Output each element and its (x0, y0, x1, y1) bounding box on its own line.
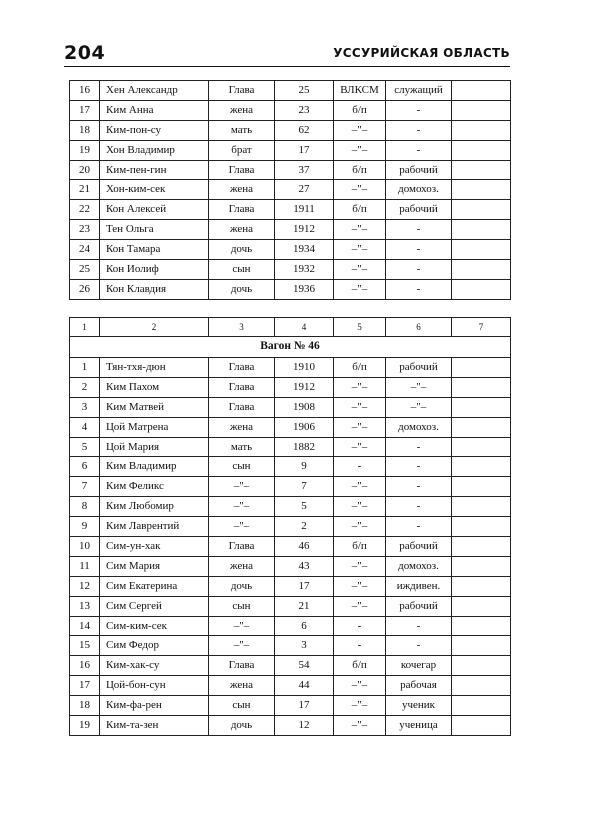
row-number-cell: 16 (70, 81, 100, 101)
occupation-cell: - (386, 260, 452, 280)
party-cell: –"– (334, 437, 386, 457)
row-number-cell: 1 (70, 358, 100, 378)
table-row (70, 636, 511, 656)
person-name-cell: Кон Алексей (100, 200, 209, 220)
relation-cell: Глава (209, 358, 275, 378)
row-number-cell: 7 (70, 477, 100, 497)
note-cell (452, 616, 511, 636)
occupation-cell: - (386, 140, 452, 160)
party-cell: б/п (334, 200, 386, 220)
column-number: 7 (452, 318, 511, 337)
table-row (70, 716, 511, 736)
birth-or-age-cell: 17 (275, 140, 334, 160)
table-row (70, 260, 511, 280)
table-row (70, 160, 511, 180)
table-row (70, 616, 511, 636)
row-number-cell: 2 (70, 377, 100, 397)
page-header (64, 42, 510, 67)
birth-or-age-cell: 17 (275, 576, 334, 596)
party-cell: –"– (334, 676, 386, 696)
occupation-cell: иждивен. (386, 576, 452, 596)
birth-or-age-cell: 1912 (275, 377, 334, 397)
birth-or-age-cell: 27 (275, 180, 334, 200)
row-number-cell: 17 (70, 100, 100, 120)
table-row (70, 220, 511, 240)
note-cell (452, 140, 511, 160)
relation-cell: дочь (209, 240, 275, 260)
party-cell: –"– (334, 260, 386, 280)
table-row (70, 180, 511, 200)
relation-cell: Глава (209, 377, 275, 397)
column-number: 3 (209, 318, 275, 337)
person-name-cell: Ким Анна (100, 100, 209, 120)
relation-cell: –"– (209, 636, 275, 656)
note-cell (452, 576, 511, 596)
table-row (70, 417, 511, 437)
row-number-cell: 19 (70, 716, 100, 736)
note-cell (452, 120, 511, 140)
birth-or-age-cell: 54 (275, 656, 334, 676)
note-cell (452, 279, 511, 299)
party-cell: б/п (334, 537, 386, 557)
table-row (70, 676, 511, 696)
family-table-top (69, 80, 511, 300)
occupation-cell: - (386, 616, 452, 636)
row-number-cell: 6 (70, 457, 100, 477)
relation-cell: Глава (209, 537, 275, 557)
person-name-cell: Сим-ким-сек (100, 616, 209, 636)
note-cell (452, 656, 511, 676)
table-row (70, 140, 511, 160)
party-cell: –"– (334, 517, 386, 537)
note-cell (452, 556, 511, 576)
party-cell: –"– (334, 497, 386, 517)
row-number-cell: 4 (70, 417, 100, 437)
birth-or-age-cell: 3 (275, 636, 334, 656)
note-cell (452, 517, 511, 537)
note-cell (452, 596, 511, 616)
birth-or-age-cell: 1936 (275, 279, 334, 299)
person-name-cell: Сим-ун-хак (100, 537, 209, 557)
row-number-cell: 10 (70, 537, 100, 557)
person-name-cell: Кон Иолиф (100, 260, 209, 280)
relation-cell: жена (209, 220, 275, 240)
occupation-cell: рабочий (386, 160, 452, 180)
note-cell (452, 537, 511, 557)
person-name-cell: Хон Владимир (100, 140, 209, 160)
relation-cell: Глава (209, 81, 275, 101)
row-number-cell: 24 (70, 240, 100, 260)
birth-or-age-cell: 9 (275, 457, 334, 477)
party-cell: –"– (334, 180, 386, 200)
person-name-cell: Кон Клавдия (100, 279, 209, 299)
column-number: 5 (334, 318, 386, 337)
occupation-cell: домохоз. (386, 417, 452, 437)
birth-or-age-cell: 1934 (275, 240, 334, 260)
row-number-cell: 25 (70, 260, 100, 280)
column-number-row (70, 318, 511, 337)
family-table-wagon-46 (69, 317, 511, 736)
note-cell (452, 636, 511, 656)
person-name-cell: Хен Александр (100, 81, 209, 101)
column-number: 1 (70, 318, 100, 337)
birth-or-age-cell: 37 (275, 160, 334, 180)
row-number-cell: 8 (70, 497, 100, 517)
column-number: 6 (386, 318, 452, 337)
relation-cell: –"– (209, 477, 275, 497)
birth-or-age-cell: 1932 (275, 260, 334, 280)
relation-cell: –"– (209, 616, 275, 636)
table-row (70, 696, 511, 716)
occupation-cell: рабочий (386, 200, 452, 220)
note-cell (452, 716, 511, 736)
party-cell: б/п (334, 358, 386, 378)
table-top-body (70, 81, 511, 300)
birth-or-age-cell: 44 (275, 676, 334, 696)
relation-cell: Глава (209, 200, 275, 220)
wagon-title: Вагон № 46 (70, 337, 511, 358)
occupation-cell: - (386, 240, 452, 260)
person-name-cell: Сим Екатерина (100, 576, 209, 596)
note-cell (452, 676, 511, 696)
birth-or-age-cell: 17 (275, 696, 334, 716)
occupation-cell: служащий (386, 81, 452, 101)
occupation-cell: домохоз. (386, 556, 452, 576)
party-cell: –"– (334, 220, 386, 240)
person-name-cell: Сим Сергей (100, 596, 209, 616)
page-number: 204 (64, 42, 106, 64)
occupation-cell: –"– (386, 377, 452, 397)
occupation-cell: ученик (386, 696, 452, 716)
occupation-cell: –"– (386, 397, 452, 417)
person-name-cell: Ким-фа-рен (100, 696, 209, 716)
birth-or-age-cell: 46 (275, 537, 334, 557)
person-name-cell: Цой Мария (100, 437, 209, 457)
occupation-cell: - (386, 517, 452, 537)
table-row (70, 279, 511, 299)
birth-or-age-cell: 6 (275, 616, 334, 636)
person-name-cell: Кон Тамара (100, 240, 209, 260)
row-number-cell: 5 (70, 437, 100, 457)
birth-or-age-cell: 1911 (275, 200, 334, 220)
note-cell (452, 377, 511, 397)
relation-cell: сын (209, 596, 275, 616)
row-number-cell: 14 (70, 616, 100, 636)
table-row (70, 517, 511, 537)
party-cell: –"– (334, 120, 386, 140)
note-cell (452, 220, 511, 240)
occupation-cell: - (386, 636, 452, 656)
column-number: 4 (275, 318, 334, 337)
birth-or-age-cell: 2 (275, 517, 334, 537)
relation-cell: Глава (209, 656, 275, 676)
table-row (70, 457, 511, 477)
occupation-cell: ученица (386, 716, 452, 736)
party-cell: б/п (334, 160, 386, 180)
table-row (70, 397, 511, 417)
birth-or-age-cell: 25 (275, 81, 334, 101)
column-number: 2 (100, 318, 209, 337)
person-name-cell: Сим Мария (100, 556, 209, 576)
party-cell: б/п (334, 656, 386, 676)
birth-or-age-cell: 23 (275, 100, 334, 120)
person-name-cell: Хон-ким-сек (100, 180, 209, 200)
birth-or-age-cell: 1910 (275, 358, 334, 378)
occupation-cell: рабочий (386, 596, 452, 616)
party-cell: –"– (334, 556, 386, 576)
person-name-cell: Сим Федор (100, 636, 209, 656)
occupation-cell: рабочий (386, 537, 452, 557)
table-row (70, 537, 511, 557)
row-number-cell: 19 (70, 140, 100, 160)
relation-cell: брат (209, 140, 275, 160)
person-name-cell: Ким Феликс (100, 477, 209, 497)
note-cell (452, 397, 511, 417)
relation-cell: сын (209, 696, 275, 716)
note-cell (452, 100, 511, 120)
person-name-cell: Тян-тхя-дюн (100, 358, 209, 378)
note-cell (452, 260, 511, 280)
occupation-cell: кочегар (386, 656, 452, 676)
row-number-cell: 3 (70, 397, 100, 417)
note-cell (452, 160, 511, 180)
party-cell: –"– (334, 716, 386, 736)
party-cell: - (334, 457, 386, 477)
note-cell (452, 417, 511, 437)
relation-cell: –"– (209, 517, 275, 537)
relation-cell: жена (209, 180, 275, 200)
occupation-cell: - (386, 477, 452, 497)
relation-cell: жена (209, 556, 275, 576)
row-number-cell: 12 (70, 576, 100, 596)
relation-cell: сын (209, 457, 275, 477)
row-number-cell: 11 (70, 556, 100, 576)
party-cell: –"– (334, 596, 386, 616)
wagon-title-row (70, 337, 511, 358)
birth-or-age-cell: 62 (275, 120, 334, 140)
table-row (70, 377, 511, 397)
note-cell (452, 437, 511, 457)
row-number-cell: 26 (70, 279, 100, 299)
occupation-cell: домохоз. (386, 180, 452, 200)
row-number-cell: 23 (70, 220, 100, 240)
person-name-cell: Тен Ольга (100, 220, 209, 240)
person-name-cell: Цой-бон-сун (100, 676, 209, 696)
birth-or-age-cell: 7 (275, 477, 334, 497)
party-cell: - (334, 616, 386, 636)
party-cell: –"– (334, 576, 386, 596)
occupation-cell: рабочий (386, 358, 452, 378)
note-cell (452, 497, 511, 517)
person-name-cell: Цой Матрена (100, 417, 209, 437)
person-name-cell: Ким Матвей (100, 397, 209, 417)
occupation-cell: рабочая (386, 676, 452, 696)
relation-cell: дочь (209, 279, 275, 299)
table-row (70, 437, 511, 457)
table-row (70, 497, 511, 517)
occupation-cell: - (386, 220, 452, 240)
birth-or-age-cell: 1906 (275, 417, 334, 437)
note-cell (452, 81, 511, 101)
person-name-cell: Ким-хак-су (100, 656, 209, 676)
person-name-cell: Ким Пахом (100, 377, 209, 397)
party-cell: –"– (334, 397, 386, 417)
relation-cell: жена (209, 417, 275, 437)
table-row (70, 240, 511, 260)
occupation-cell: - (386, 437, 452, 457)
birth-or-age-cell: 21 (275, 596, 334, 616)
party-cell: –"– (334, 377, 386, 397)
table-row (70, 596, 511, 616)
relation-cell: –"– (209, 497, 275, 517)
row-number-cell: 15 (70, 636, 100, 656)
person-name-cell: Ким Любомир (100, 497, 209, 517)
relation-cell: сын (209, 260, 275, 280)
party-cell: ВЛКСМ (334, 81, 386, 101)
row-number-cell: 22 (70, 200, 100, 220)
row-number-cell: 13 (70, 596, 100, 616)
row-number-cell: 16 (70, 656, 100, 676)
party-cell: –"– (334, 696, 386, 716)
person-name-cell: Ким Владимир (100, 457, 209, 477)
person-name-cell: Ким-пен-гин (100, 160, 209, 180)
relation-cell: жена (209, 676, 275, 696)
relation-cell: Глава (209, 160, 275, 180)
person-name-cell: Ким Лаврентий (100, 517, 209, 537)
table-row (70, 120, 511, 140)
occupation-cell: - (386, 100, 452, 120)
table-row (70, 200, 511, 220)
note-cell (452, 477, 511, 497)
occupation-cell: - (386, 120, 452, 140)
occupation-cell: - (386, 457, 452, 477)
row-number-cell: 18 (70, 696, 100, 716)
birth-or-age-cell: 5 (275, 497, 334, 517)
relation-cell: дочь (209, 576, 275, 596)
party-cell: –"– (334, 279, 386, 299)
birth-or-age-cell: 12 (275, 716, 334, 736)
party-cell: - (334, 636, 386, 656)
party-cell: б/п (334, 100, 386, 120)
occupation-cell: - (386, 497, 452, 517)
note-cell (452, 180, 511, 200)
party-cell: –"– (334, 477, 386, 497)
person-name-cell: Ким-та-зен (100, 716, 209, 736)
running-title: УССУРИЙСКАЯ ОБЛАСТЬ (333, 46, 510, 60)
relation-cell: жена (209, 100, 275, 120)
note-cell (452, 457, 511, 477)
note-cell (452, 696, 511, 716)
table-bottom-body (70, 318, 511, 736)
note-cell (452, 200, 511, 220)
relation-cell: дочь (209, 716, 275, 736)
table-row (70, 576, 511, 596)
row-number-cell: 9 (70, 517, 100, 537)
party-cell: –"– (334, 140, 386, 160)
occupation-cell: - (386, 279, 452, 299)
party-cell: –"– (334, 240, 386, 260)
person-name-cell: Ким-пон-су (100, 120, 209, 140)
table-row (70, 477, 511, 497)
birth-or-age-cell: 1908 (275, 397, 334, 417)
table-row (70, 556, 511, 576)
birth-or-age-cell: 1912 (275, 220, 334, 240)
relation-cell: Глава (209, 397, 275, 417)
relation-cell: мать (209, 437, 275, 457)
birth-or-age-cell: 43 (275, 556, 334, 576)
table-row (70, 100, 511, 120)
birth-or-age-cell: 1882 (275, 437, 334, 457)
row-number-cell: 20 (70, 160, 100, 180)
note-cell (452, 240, 511, 260)
row-number-cell: 17 (70, 676, 100, 696)
note-cell (452, 358, 511, 378)
party-cell: –"– (334, 417, 386, 437)
row-number-cell: 21 (70, 180, 100, 200)
relation-cell: мать (209, 120, 275, 140)
table-row (70, 81, 511, 101)
table-row (70, 358, 511, 378)
table-row (70, 656, 511, 676)
row-number-cell: 18 (70, 120, 100, 140)
